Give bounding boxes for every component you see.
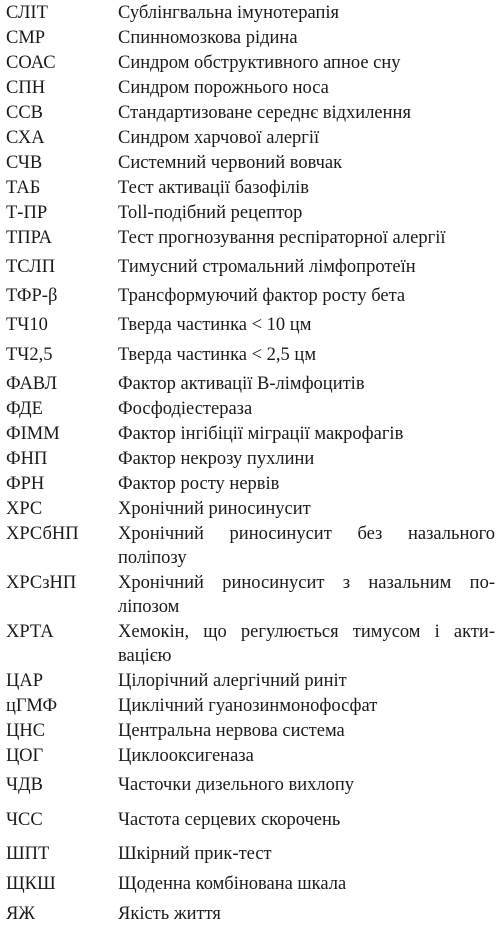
abbreviation: ТАБ <box>6 178 41 198</box>
abbreviation-definition <box>118 872 495 896</box>
abbreviation-definition <box>118 571 495 619</box>
abbreviation-definition <box>118 397 495 421</box>
definition-line: Синдром порожнього носа <box>118 78 329 98</box>
definition-line: Тест активації базофілів <box>118 178 309 198</box>
definition-line: вацією <box>118 646 172 666</box>
abbreviation: ЦАР <box>6 671 44 691</box>
abbreviation: ЦОГ <box>6 746 44 766</box>
abbreviation-definition <box>118 620 495 668</box>
abbreviation: ФІММ <box>6 424 60 444</box>
abbreviation-definition <box>118 669 495 693</box>
abbreviation: ФДЕ <box>6 399 43 419</box>
definition-line: Частота серцевих скорочень <box>118 810 341 830</box>
abbreviation: ТФР-β <box>6 286 58 306</box>
abbreviation-definition <box>118 372 495 396</box>
definition-line: Фосфодіестераза <box>118 399 253 419</box>
abbreviation: ЧДВ <box>6 775 43 795</box>
abbreviation-definition <box>118 694 495 718</box>
definition-line: Хронічний риносинусит <box>118 499 311 519</box>
abbreviation-definition <box>118 226 495 250</box>
abbreviation-definition <box>118 76 495 100</box>
definition-line: Тест прогнозування респіраторної алергії <box>118 228 446 248</box>
abbreviation-definition <box>118 808 495 832</box>
abbreviation: ЦНС <box>6 721 46 741</box>
abbreviation-definition <box>118 284 495 308</box>
abbreviation-definition <box>118 497 495 521</box>
definition-line: Шкірний прик-тест <box>118 844 272 864</box>
abbreviation-definition <box>118 422 495 446</box>
definition-line: Спинномозкова рідина <box>118 28 298 48</box>
abbreviation-definition <box>118 313 495 337</box>
abbreviation: СЧВ <box>6 153 43 173</box>
abbreviation-definition <box>118 255 495 279</box>
definition-line: Щоденна комбінована шкала <box>118 874 347 894</box>
abbreviation: СМР <box>6 28 46 48</box>
abbreviation-definition <box>118 201 495 225</box>
definition-line: Синдром обструктивного апное сну <box>118 53 401 73</box>
definition-line: Синдром харчової алергії <box>118 128 320 148</box>
abbreviation-definition <box>118 101 495 125</box>
definition-line: Тверда частинка < 10 цм <box>118 315 312 335</box>
definition-line: Трансформуючий фактор росту бета <box>118 286 406 306</box>
abbreviation-definition <box>118 522 495 570</box>
abbreviation: цГМФ <box>6 696 58 716</box>
definition-line: Якість життя <box>118 904 221 924</box>
abbreviation: ФНП <box>6 449 48 469</box>
abbreviation: ЧСС <box>6 810 43 830</box>
definition-line: Центральна нервова система <box>118 721 345 741</box>
abbreviation-definition <box>118 472 495 496</box>
abbreviation-definition <box>118 176 495 200</box>
definition-line: Фактор росту нервів <box>118 474 280 494</box>
abbreviation: ЯЖ <box>6 904 35 924</box>
abbreviation-definition <box>118 343 495 367</box>
definition-line: Фактор інгібіції міграції макрофагів <box>118 424 404 444</box>
abbreviation: Т-ПР <box>6 203 48 223</box>
definition-line: Хронічний риносинусит з назальним по- <box>118 573 495 593</box>
definition-line: Тверда частинка < 2,5 цм <box>118 345 317 365</box>
definition-line: Фактор некрозу пухлини <box>118 449 315 469</box>
abbreviation: ШПТ <box>6 844 50 864</box>
abbreviation: ФРН <box>6 474 45 494</box>
abbreviation-definition <box>118 126 495 150</box>
abbreviation: СПН <box>6 78 46 98</box>
definition-line: Цілорічний алергічний риніт <box>118 671 347 691</box>
abbreviation-definition <box>118 1 495 25</box>
abbreviation: ССВ <box>6 103 44 123</box>
abbreviation-definition <box>118 744 495 768</box>
abbreviation: ТЧ10 <box>6 315 48 335</box>
abbreviation-definition <box>118 719 495 743</box>
abbreviation-definition <box>118 51 495 75</box>
abbreviation: ТСЛП <box>6 257 56 277</box>
definition-line: Стандартизоване середнє відхилення <box>118 103 411 123</box>
definition-line: ліпозом <box>118 597 180 617</box>
abbreviation-definition <box>118 773 495 797</box>
abbreviation: ХРСзНП <box>6 573 77 593</box>
abbreviation-definition <box>118 447 495 471</box>
definition-line: Сублінгвальна імунотерапія <box>118 3 340 23</box>
definition-line: Часточки дизельного вихлопу <box>118 775 355 795</box>
abbreviation: ЩКШ <box>6 874 56 894</box>
abbreviation: ХРТА <box>6 622 54 642</box>
abbreviation: СХА <box>6 128 45 148</box>
definition-line: поліпозу <box>118 548 187 568</box>
abbreviation: СЛІТ <box>6 3 48 23</box>
abbreviation-definition <box>118 902 495 926</box>
abbreviation: ТЧ2,5 <box>6 345 53 365</box>
abbreviation: ХРСбНП <box>6 524 79 544</box>
definition-line: Хронічний риносинусит без назального <box>118 524 495 544</box>
abbreviation: СОАС <box>6 53 56 73</box>
definition-line: Тимусний стромальний лімфопротеїн <box>118 257 416 277</box>
abbreviation: ФАВЛ <box>6 374 57 394</box>
definition-line: Циклооксигеназа <box>118 746 254 766</box>
definition-line: Хемокін, що регулюється тимусом і акти- <box>118 622 495 642</box>
definition-line: Фактор активації В-лімфоцитів <box>118 374 365 394</box>
definition-line: Системний червоний вовчак <box>118 153 343 173</box>
abbreviation-definition <box>118 842 495 866</box>
abbreviation-definition <box>118 26 495 50</box>
abbreviation: ХРС <box>6 499 43 519</box>
definition-line: Toll-подібний рецептор <box>118 203 303 223</box>
abbreviation: ТПРА <box>6 228 52 248</box>
definition-line: Циклічний гуанозинмонофосфат <box>118 696 378 716</box>
abbreviation-definition <box>118 151 495 175</box>
